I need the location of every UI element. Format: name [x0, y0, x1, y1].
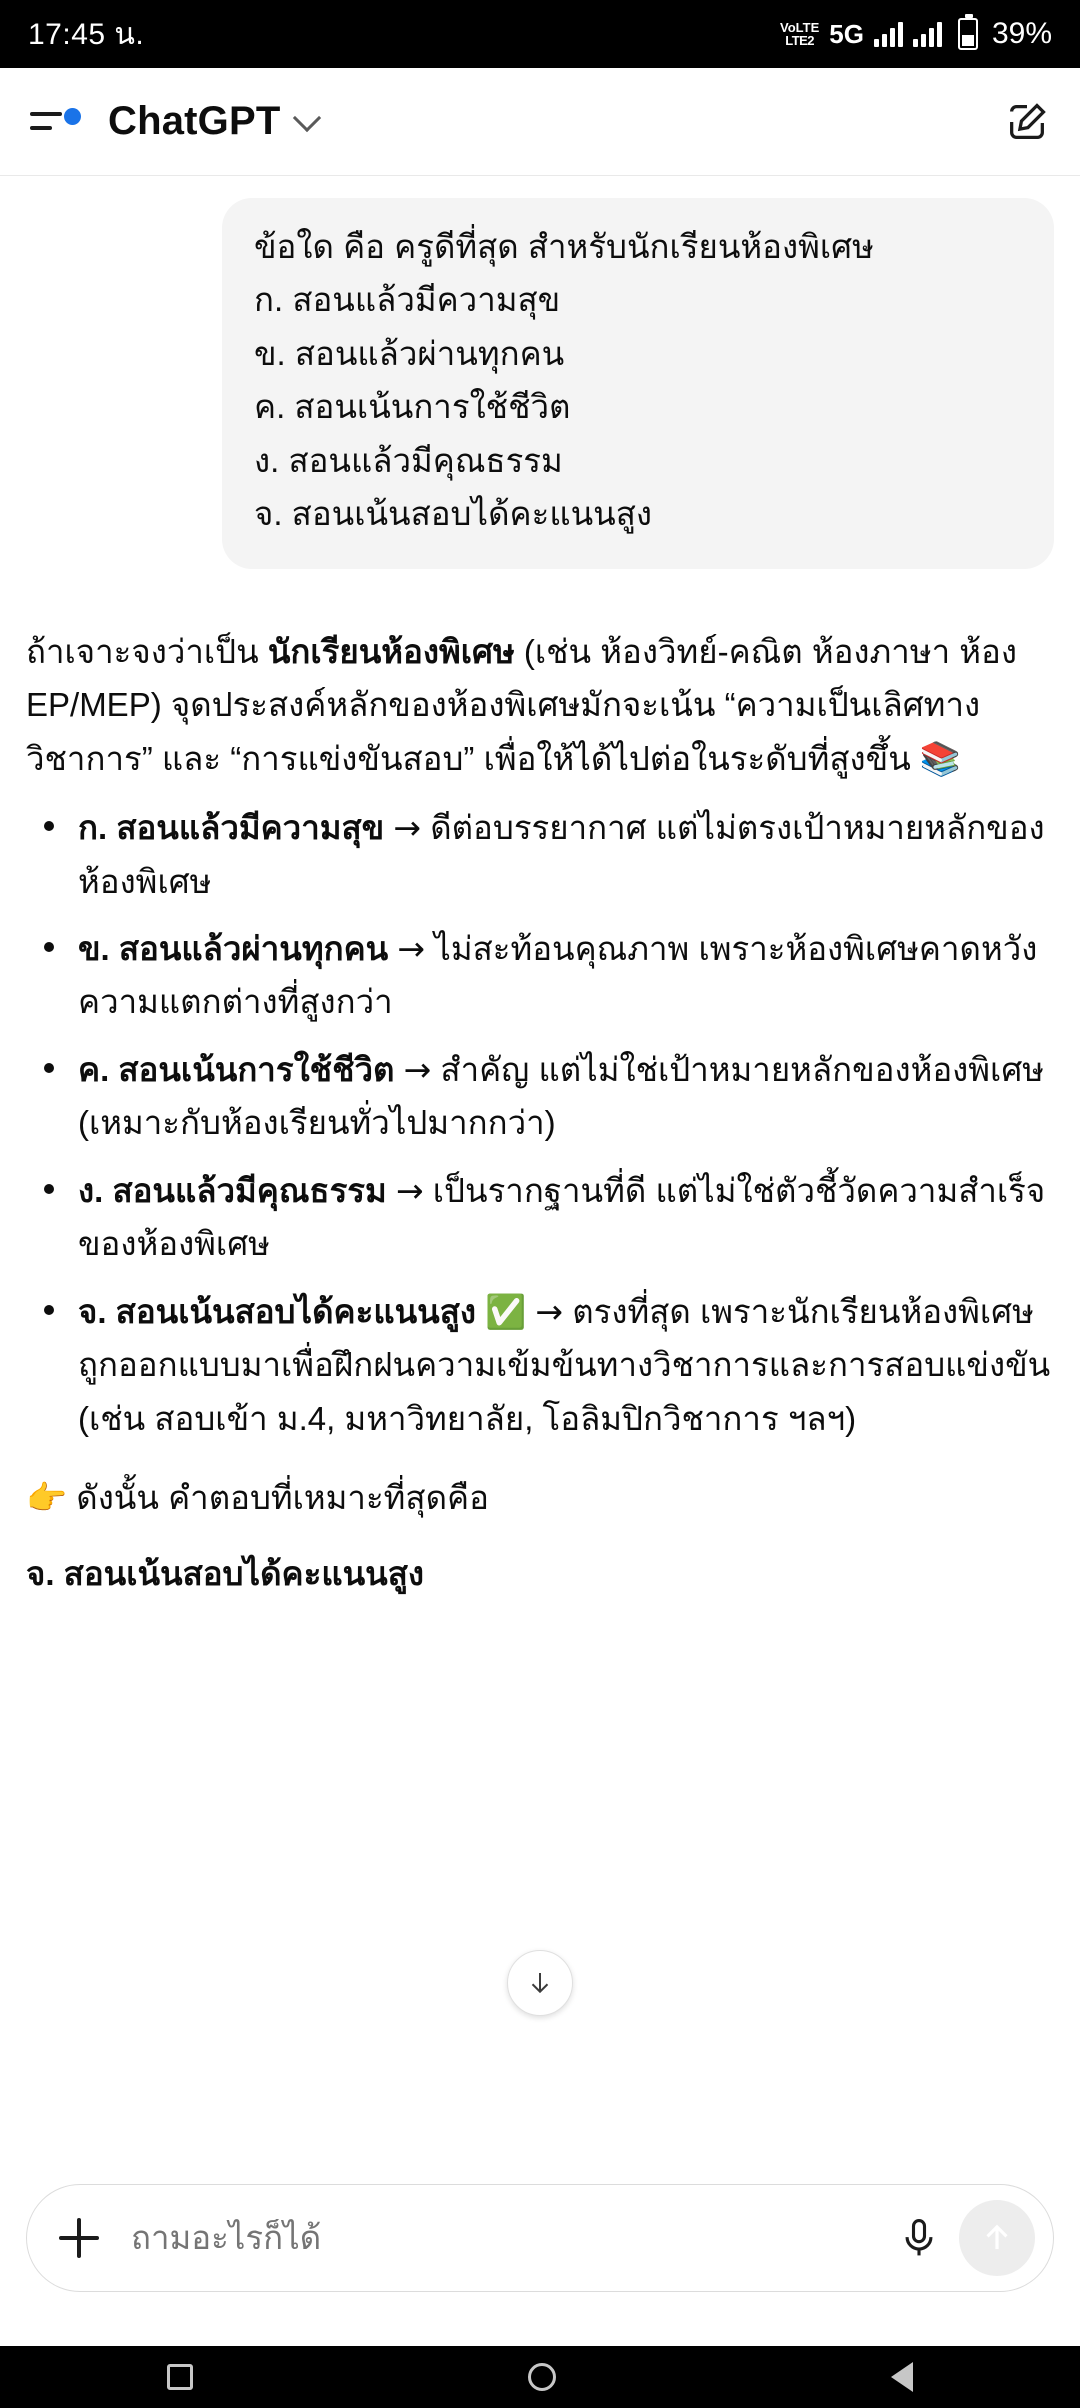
volte-icon — [780, 21, 819, 47]
arrow-right-icon: → — [393, 808, 422, 848]
new-chat-compose-icon[interactable] — [1004, 99, 1050, 145]
composer-area — [0, 2184, 1080, 2292]
android-navigation-bar — [0, 2346, 1080, 2408]
send-arrow-up-icon — [978, 2219, 1016, 2257]
volte-bottom-label: LTE2 — [785, 33, 815, 48]
arrow-right-icon: → — [395, 1170, 424, 1210]
back-triangle-icon[interactable] — [891, 2362, 913, 2392]
battery-percent-label: 39% — [991, 17, 1052, 50]
network-type-label: 5G — [829, 18, 864, 49]
list-item — [26, 922, 1054, 1029]
arrow-down-icon — [525, 1968, 555, 1998]
battery-icon — [958, 18, 978, 50]
signal-strength-icon-1 — [874, 21, 903, 47]
arrow-right-icon: → — [535, 1291, 564, 1331]
status-time: 17:45 น. — [28, 17, 145, 51]
arrow-right-icon: → — [403, 1049, 432, 1089]
status-bar-left — [28, 11, 144, 58]
assistant-message — [26, 625, 1054, 1600]
recents-square-icon[interactable] — [167, 2364, 193, 2390]
signal-strength-icon-2 — [913, 21, 942, 47]
plus-icon[interactable] — [53, 2212, 105, 2264]
volte-top-label: VoLTE — [780, 20, 820, 35]
choice-label: ก. สอนแล้วมีความสุข — [78, 809, 385, 847]
choice-label: ค. สอนเน้นการใช้ชีวิต — [78, 1050, 395, 1088]
choice-analysis-list — [26, 801, 1054, 1445]
choice-explanation: ไม่สะท้อนคุณภาพ เพราะห้องพิเศษคาดหวังความแตกต่างที่สูงกว่า — [78, 929, 1038, 1021]
home-circle-icon[interactable] — [528, 2363, 556, 2391]
send-button[interactable] — [959, 2200, 1035, 2276]
intro-text-part2: (เช่น ห้องวิทย์-คณิต ห้องภาษา ห้อง EP/MEP) จุดประสงค์หลักของห้องพิเศษมักจะเน้น “ความเป็นเลิศทางวิชาการ” และ “การแข่งขันสอบ” เพื่อให้ได้ไปต่อในระดับที่สูงขึ้น 📚 — [26, 632, 1017, 777]
page-title: ChatGPT — [108, 99, 281, 143]
choice-explanation: ดีต่อบรรยากาศ แต่ไม่ตรงเป้าหมายหลักของห้องพิเศษ — [78, 809, 1045, 900]
composer-bar — [26, 2184, 1054, 2292]
intro-bold-term: นักเรียนห้องพิเศษ — [267, 632, 515, 670]
scroll-to-bottom-button[interactable] — [507, 1950, 573, 2016]
arrow-right-icon: → — [397, 928, 426, 968]
microphone-icon[interactable] — [897, 2212, 941, 2264]
conclusion-text: 👉 ดังนั้น คำตอบที่เหมาะที่สุดคือ — [26, 1479, 489, 1517]
app-bar — [0, 68, 1080, 176]
list-item — [26, 1164, 1054, 1271]
user-message-text: ข้อใด คือ ครูดีที่สุด สำหรับนักเรียนห้องพิเศษ ก. สอนแล้วมีความสุข ข. สอนแล้วผ่านทุกคน ค. สอนเน้นการใช้ชีวิต ง. สอนแล้วมีคุณธรรม จ. สอนเน้นสอบได้คะแนนสูง — [254, 228, 874, 533]
choice-explanation: เป็นรากฐานที่ดี แต่ไม่ใช่ตัวชี้วัดความสำเร็จของห้องพิเศษ — [78, 1171, 1046, 1263]
chevron-down-icon[interactable] — [292, 103, 320, 131]
conversation-thread — [0, 198, 1080, 1600]
list-item — [26, 1285, 1054, 1445]
list-item — [26, 801, 1054, 908]
final-answer-text: จ. สอนเน้นสอบได้คะแนนสูง — [26, 1554, 424, 1592]
list-item — [26, 1043, 1054, 1150]
choice-label: ง. สอนแล้วมีคุณธรรม — [78, 1171, 387, 1209]
choice-explanation: สำคัญ แต่ไม่ใช่เป้าหมายหลักของห้องพิเศษ (เหมาะกับห้องเรียนทั่วไปมากกว่า) — [78, 1050, 1045, 1142]
bottom-spacer — [0, 2292, 1080, 2346]
assistant-intro-paragraph — [26, 625, 1054, 785]
hamburger-menu-icon[interactable] — [30, 102, 82, 142]
status-bar — [0, 0, 1080, 68]
message-input[interactable] — [105, 2219, 897, 2257]
user-message-bubble — [222, 198, 1054, 569]
choice-label: จ. สอนเน้นสอบได้คะแนนสูง ✅ — [78, 1292, 527, 1330]
status-bar-right — [780, 17, 1052, 51]
choice-label: ข. สอนแล้วผ่านทุกคน — [78, 929, 389, 967]
choice-explanation: ตรงที่สุด เพราะนักเรียนห้องพิเศษถูกออกแบบมาเพื่อฝึกฝนความเข้มข้นทางวิชาการและการสอบแข่งขัน (เช่น สอบเข้า ม.4, มหาวิทยาลัย, โอลิมปิกวิชาการ ฯลฯ) — [78, 1292, 1051, 1437]
intro-text-part1: ถ้าเจาะจงว่าเป็น — [26, 632, 268, 670]
